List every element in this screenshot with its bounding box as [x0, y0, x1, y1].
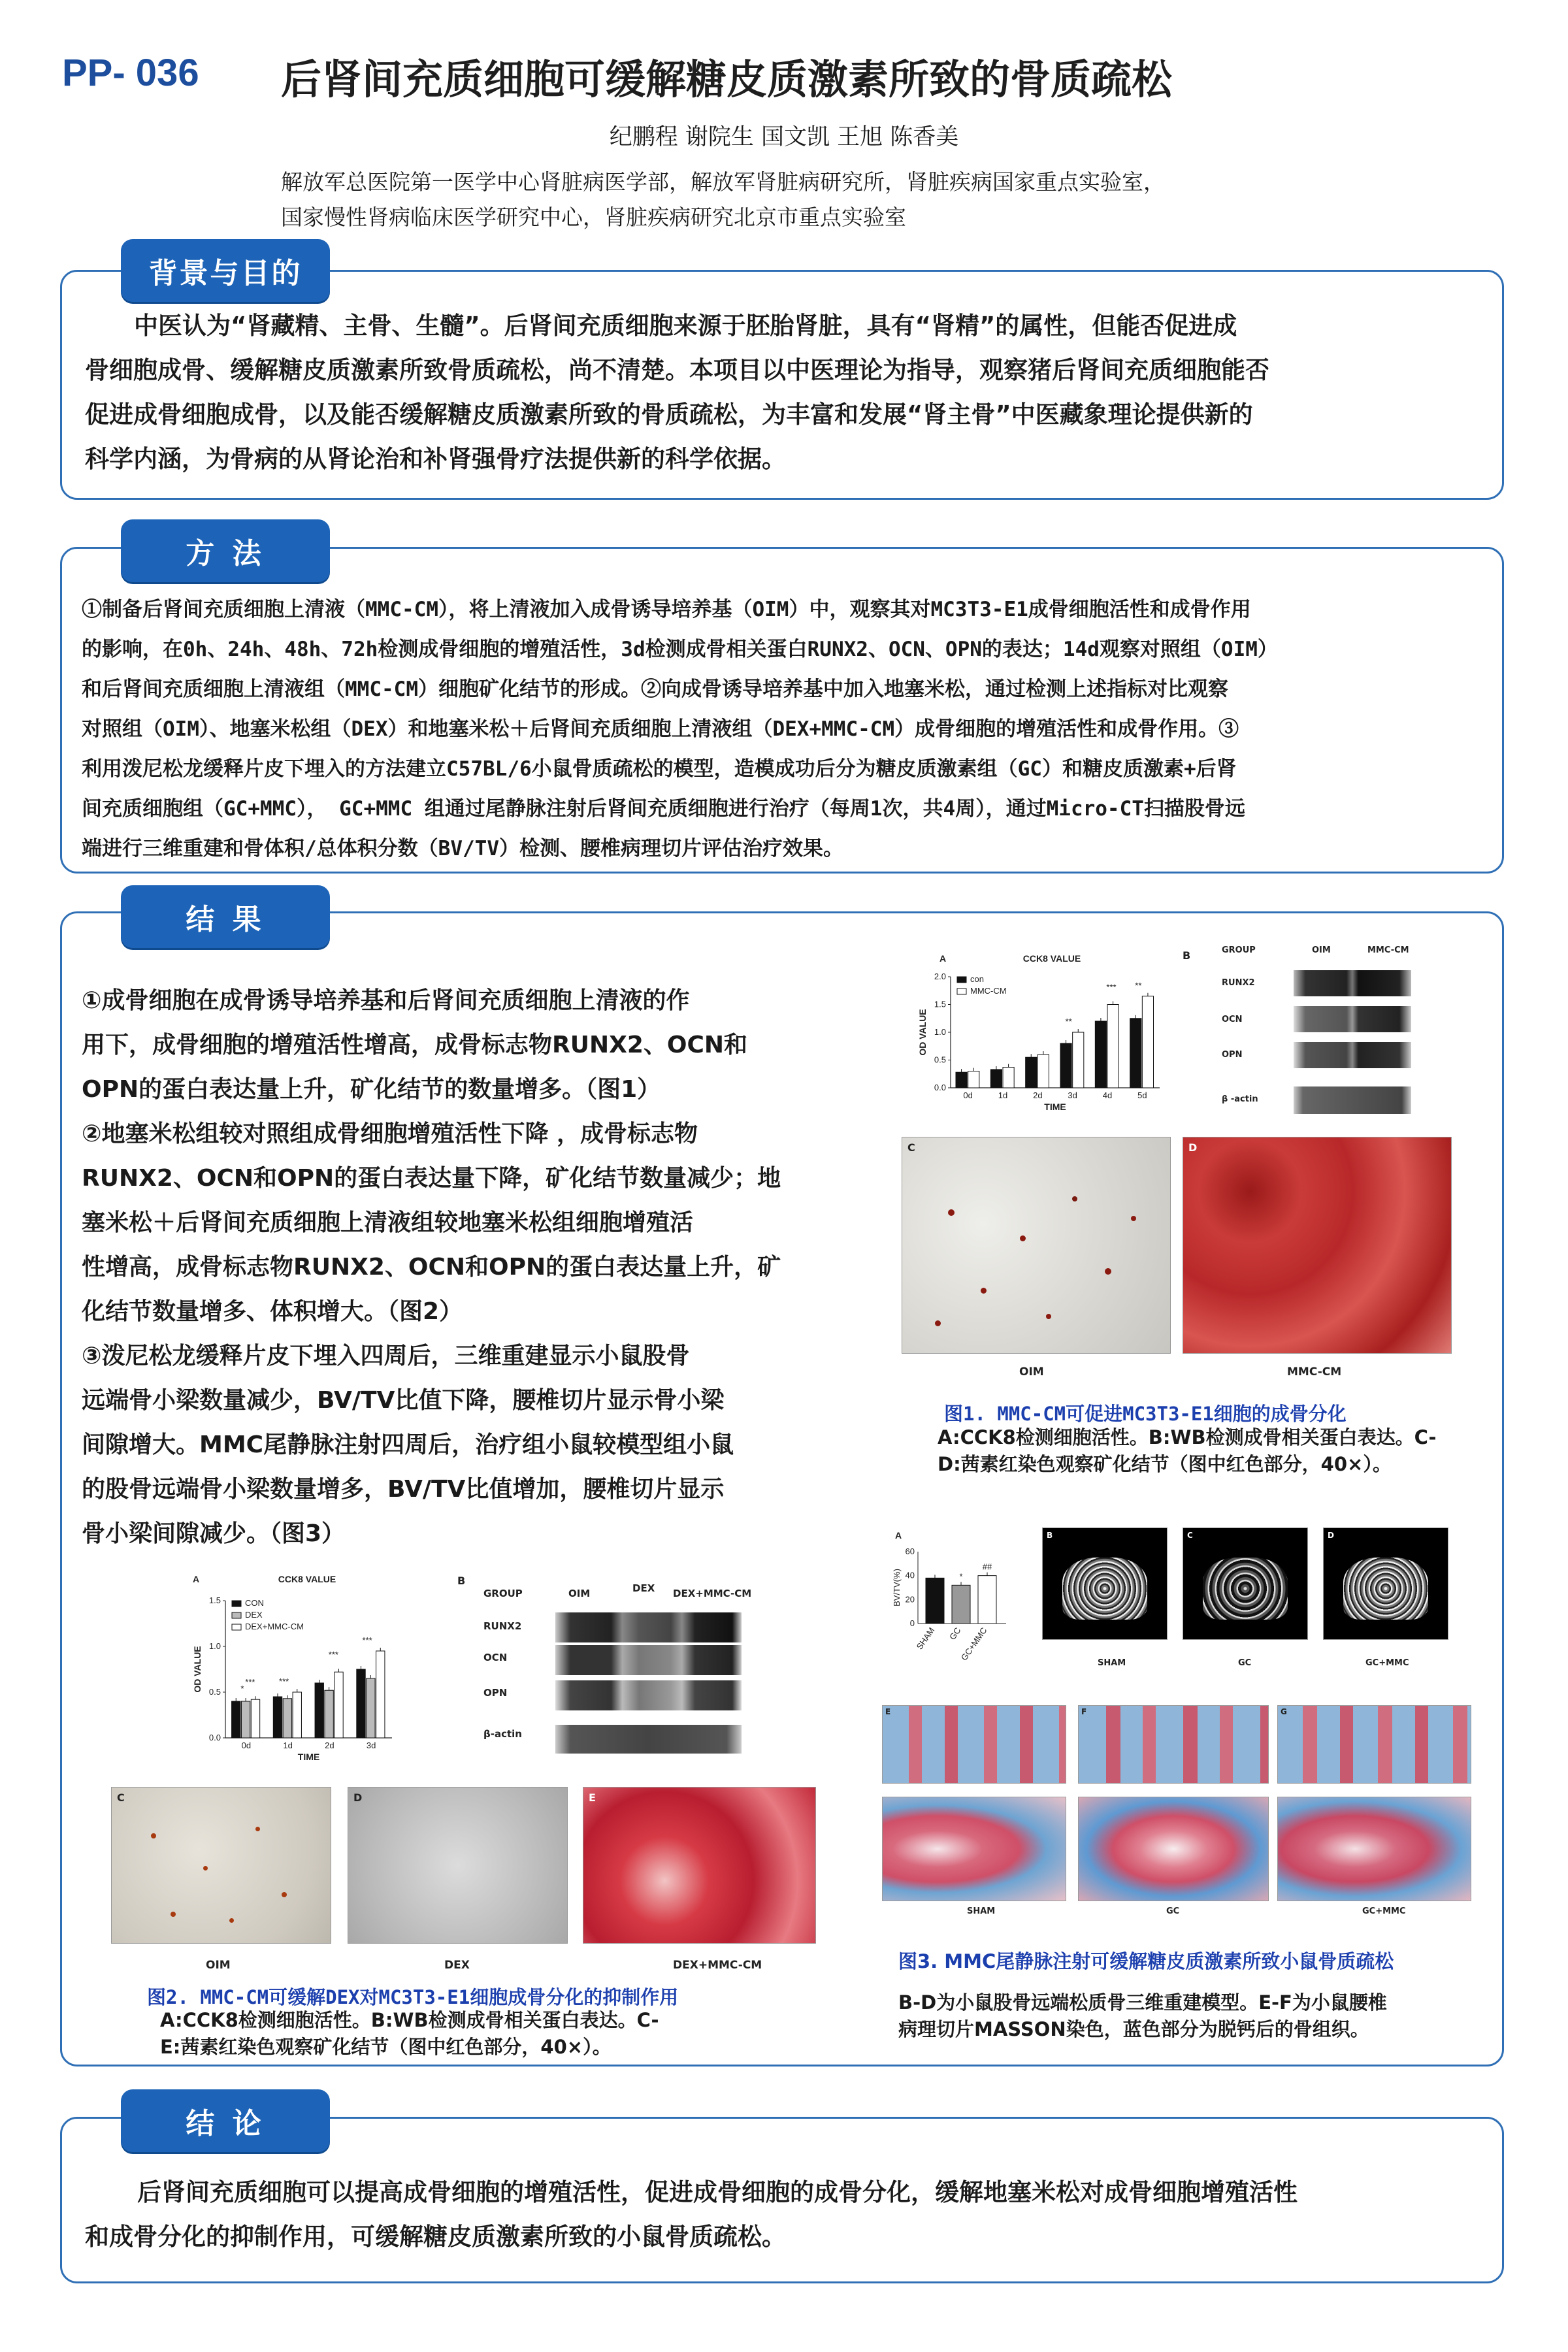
- fig3-description: [898, 1989, 1473, 2043]
- significance-label: *: [240, 1684, 244, 1694]
- significance-label: **: [1065, 1017, 1072, 1026]
- x-tick-label: 2d: [325, 1740, 335, 1750]
- bar: [1073, 1032, 1084, 1088]
- fig1-wb-band: [1294, 1086, 1411, 1114]
- fig3-desc-line: B-D为小鼠股骨远端松质骨三维重建模型。E-F为小鼠腰椎: [898, 1991, 1387, 2014]
- fig3-desc-line: 病理切片MASSON染色，蓝色部分为脱钙后的骨组织。: [898, 2018, 1369, 2040]
- background-line: 促进成骨细胞成骨，以及能否缓解糖皮质激素所致的骨质疏松，为丰富和发展“肾主骨”中医藏象理论提供新的: [85, 400, 1253, 429]
- y-tick-label: 60: [905, 1546, 915, 1556]
- fig3-caption: 图3. MMC尾静脉注射可缓解糖皮质激素所致小鼠骨质疏松: [898, 1950, 1394, 1972]
- fig2-micrograph-dexmmc: [583, 1787, 816, 1944]
- legend-swatch: [232, 1601, 241, 1607]
- fig1-wb-col-oim: OIM: [1312, 945, 1331, 955]
- fig1-chart-title: CCK8 VALUE: [1022, 953, 1081, 964]
- results-line: ③泼尼松龙缓释片皮下埋入四周后，三维重建显示小鼠股骨: [82, 1343, 690, 1369]
- fig2-wb-band: [555, 1725, 742, 1754]
- fig2-micro-label-dexmmc: DEX+MMC-CM: [673, 1959, 762, 1972]
- x-tick-label: SHAM: [914, 1625, 937, 1652]
- fig1-panel-b-label: B: [1183, 949, 1191, 962]
- fig2-description: [160, 2007, 748, 2061]
- y-axis-label: BV/TV(%): [892, 1569, 902, 1607]
- bar: [283, 1699, 291, 1738]
- results-line: OPN的蛋白表达量上升，矿化结节的数量增多。（图1）: [82, 1076, 661, 1103]
- fig2-micrograph-dex: [348, 1787, 568, 1944]
- fig3-ct-label-gcmmc: GC+MMC: [1365, 1658, 1409, 1668]
- bar: [376, 1651, 385, 1738]
- fig3-ct-label-gc: GC: [1238, 1658, 1252, 1668]
- poster-title: 后肾间充质细胞可缓解糖皮质激素所致的骨质疏松: [281, 56, 1173, 103]
- fig1-panel-a-label: A: [939, 953, 947, 964]
- fig2-micro-label-oim: OIM: [206, 1959, 231, 1972]
- results-line: 骨小梁间隙减少。（图3）: [82, 1520, 346, 1547]
- bar: [1026, 1057, 1037, 1088]
- fig2-micrograph-oim: [111, 1787, 331, 1944]
- fig2-panel-e-label: E: [589, 1791, 596, 1804]
- results-line: 化结节数量增多、体积增大。（图2）: [82, 1298, 463, 1325]
- significance-label: ***: [245, 1677, 255, 1688]
- bar: [990, 1070, 1002, 1088]
- bar: [926, 1578, 944, 1624]
- fig2-western-blot: [457, 1568, 823, 1777]
- bar: [367, 1678, 375, 1738]
- fig1-panel-c-label: C: [907, 1141, 915, 1154]
- bar: [1107, 1005, 1119, 1088]
- results-line: 的股骨远端骨小梁数量增多，BV/TV比值增加，腰椎切片显示: [82, 1476, 725, 1503]
- results-text: [82, 979, 840, 1556]
- conclusion-heading: 结 论: [121, 2089, 330, 2152]
- fig1-wb-row-ocn: OCN: [1222, 1015, 1243, 1024]
- x-tick-label: 4d: [1102, 1090, 1113, 1100]
- significance-label: **: [1135, 980, 1142, 990]
- fig2-plot-area: [192, 1595, 392, 1762]
- x-tick-label: 0d: [241, 1740, 252, 1750]
- background-line: 科学内涵，为骨病的从肾论治和补肾强骨疗法提供新的科学依据。: [85, 445, 786, 473]
- y-tick-label: 1.5: [208, 1595, 221, 1605]
- fig3-panel-g-label: G: [1281, 1707, 1287, 1716]
- fig2-cck8-chart: [111, 1568, 405, 1777]
- fig1-wb-band: [1294, 1006, 1411, 1032]
- fig3-panel-e-label: E: [885, 1707, 891, 1716]
- results-line: RUNX2、OCN和OPN的蛋白表达量下降，矿化结节数量减少；地: [82, 1165, 781, 1192]
- background-text: [85, 304, 1490, 482]
- results-line: 间隙增大。MMC尾静脉注射四周后，治疗组小鼠较模型组小鼠: [82, 1431, 734, 1458]
- legend-label: con: [970, 974, 984, 984]
- bar: [325, 1690, 333, 1738]
- results-line: 性增高，成骨标志物RUNX2、OCN和OPN的蛋白表达量上升，矿: [82, 1254, 781, 1281]
- background-line: 中医认为“肾藏精、主骨、生髓”。后肾间充质细胞来源于胚胎肾脏，具有“肾精”的属性，但能否促进成: [134, 312, 1237, 340]
- y-tick-label: 0.5: [208, 1687, 221, 1697]
- y-tick-label: 0.0: [208, 1733, 221, 1742]
- fig3-bvtv-chart: [882, 1522, 1026, 1673]
- authors: 纪鹏程 谢院生 国文凯 王旭 陈香美: [609, 124, 959, 150]
- results-line: ②地塞米松组较对照组成骨细胞增殖活性下降 ，成骨标志物: [82, 1120, 698, 1147]
- conclusion-line: 和成骨分化的抑制作用，可缓解糖皮质激素所致的小鼠骨质疏松。: [85, 2223, 786, 2251]
- figure3: [882, 1516, 1483, 1934]
- legend-label: MMC-CM: [970, 986, 1007, 996]
- fig3-panel-d-label: D: [1328, 1531, 1334, 1540]
- fig2-wb-col-dex: DEX: [632, 1582, 655, 1594]
- y-tick-label: 40: [905, 1570, 915, 1580]
- results-line: 用下，成骨细胞的增殖活性增高，成骨标志物RUNX2、OCN和: [82, 1032, 748, 1058]
- methods-heading: 方 法: [121, 519, 330, 582]
- methods-line: ①制备后肾间充质细胞上清液（MMC-CM），将上清液加入成骨诱导培养基（OIM）中，观察其对MC3T3-E1成骨细胞活性和成骨作用: [82, 598, 1251, 621]
- background-line: 骨细胞成骨、缓解糖皮质激素所致骨质疏松，尚不清楚。本项目以中医理论为指导，观察猪后肾间充质细胞能否: [85, 356, 1269, 384]
- x-tick-label: GC: [947, 1625, 963, 1642]
- fig2-wb-row-opn: OPN: [483, 1687, 508, 1699]
- fig2-panel-b-label: B: [457, 1575, 466, 1587]
- significance-label: ***: [328, 1650, 338, 1660]
- fig2-panel-a-label: A: [193, 1574, 200, 1584]
- fig1-wb-band: [1294, 970, 1411, 996]
- legend-swatch: [232, 1624, 241, 1630]
- fig1-micro-label-mmc: MMC-CM: [1287, 1365, 1342, 1379]
- fig3-histo-gc-zoom: [1078, 1797, 1269, 1901]
- fig3-ct-gcmmc: [1323, 1527, 1448, 1640]
- bar: [251, 1699, 259, 1738]
- fig2-caption: 图2. MMC-CM可缓解DEX对MC3T3-E1细胞成骨分化的抑制作用: [147, 1986, 679, 2008]
- significance-label: ***: [279, 1676, 289, 1686]
- fig1-panel-d-label: D: [1188, 1141, 1198, 1154]
- bar: [273, 1697, 282, 1738]
- fig2-wb-col-dexmmc: DEX+MMC-CM: [673, 1588, 752, 1599]
- methods-line: 的影响，在0h、24h、48h、72h检测成骨细胞的增殖活性，3d检测成骨相关蛋白RUNX2、OCN、OPN的表达；14d观察对照组（OIM）: [82, 638, 1278, 661]
- affiliation-line-1: 解放军总医院第一医学中心肾脏病医学部，解放军肾脏病研究所，肾脏疾病国家重点实验室，: [281, 169, 1165, 195]
- fig2-micro-label-dex: DEX: [444, 1959, 470, 1972]
- fig1-desc-line: D:茜素红染色观察矿化结节（图中红色部分，40×）。: [938, 1453, 1392, 1475]
- fig2-panel-d-label: D: [353, 1791, 363, 1804]
- methods-line: 间充质细胞组（GC+MMC）， GC+MMC 组通过尾静脉注射后肾间充质细胞进行治疗（每周1次，共4周），通过Micro-CT扫描股骨远: [82, 797, 1245, 821]
- fig2-wb-band: [555, 1645, 742, 1675]
- methods-line: 端进行三维重建和骨体积/总体积分数（BV/TV）检测、腰椎病理切片评估治疗效果。: [82, 837, 843, 860]
- fig1-wb-row-runx2: RUNX2: [1222, 978, 1255, 988]
- bar: [335, 1672, 343, 1738]
- fig1-wb-group-label: GROUP: [1222, 945, 1256, 955]
- x-tick-label: GC+MMC: [958, 1625, 989, 1663]
- fig3-panel-a-label: A: [895, 1530, 902, 1541]
- x-axis-label: TIME: [297, 1752, 320, 1762]
- y-axis-label: OD VALUE: [192, 1646, 203, 1693]
- fig2-wb-band: [555, 1680, 742, 1710]
- fig1-western-blot: [1183, 938, 1463, 1127]
- bar: [978, 1576, 996, 1624]
- fig2-desc-line: E:茜素红染色观察矿化结节（图中红色部分，40×）。: [160, 2036, 612, 2058]
- fig1-plot-area: [917, 972, 1160, 1112]
- fig1-wb-row-opn: OPN: [1222, 1050, 1243, 1060]
- fig1-caption: 图1. MMC-CM可促进MC3T3-E1细胞的成骨分化: [944, 1403, 1347, 1425]
- fig3-histo-label-gc: GC: [1166, 1906, 1180, 1916]
- methods-text: [82, 590, 1493, 869]
- bar: [1130, 1019, 1141, 1088]
- y-tick-label: 1.5: [934, 999, 946, 1009]
- bar: [315, 1683, 323, 1738]
- bar: [1037, 1054, 1049, 1088]
- fig3-panel-b-label: B: [1047, 1531, 1053, 1540]
- bar: [1142, 996, 1153, 1088]
- bar: [956, 1072, 967, 1088]
- x-tick-label: 2d: [1033, 1090, 1043, 1100]
- background-heading: 背景与目的: [121, 239, 330, 302]
- fig2-panel-c-label: C: [117, 1791, 125, 1804]
- results-heading: 结 果: [121, 885, 330, 948]
- fig2-chart-title: CCK8 VALUE: [278, 1574, 336, 1584]
- methods-line: 利用泼尼松龙缓释片皮下埋入的方法建立C57BL/6小鼠骨质疏松的模型，造模成功后分为糖皮质激素组（GC）和糖皮质激素+后肾: [82, 757, 1237, 781]
- affiliation: [281, 165, 1165, 235]
- y-tick-label: 1.0: [934, 1027, 946, 1037]
- x-tick-label: 0d: [963, 1090, 973, 1100]
- fig2-wb-col-oim: OIM: [568, 1588, 591, 1599]
- bar: [1003, 1068, 1014, 1088]
- fig1-wb-row-actin: β -actin: [1222, 1094, 1258, 1104]
- fig3-histo-gcmmc-overview: [1277, 1705, 1471, 1784]
- bar: [1095, 1021, 1106, 1088]
- fig3-panel-c-label: C: [1187, 1531, 1193, 1540]
- legend-swatch: [232, 1612, 241, 1618]
- y-tick-label: 2.0: [934, 972, 946, 981]
- x-tick-label: 1d: [283, 1740, 293, 1750]
- methods-line: 和后肾间充质细胞上清液组（MMC-CM）细胞矿化结节的形成。②向成骨诱导培养基中加入地塞米松，通过检测上述指标对比观察: [82, 678, 1228, 701]
- fig3-ct-label-sham: SHAM: [1098, 1658, 1126, 1668]
- y-tick-label: 20: [905, 1594, 915, 1605]
- results-line: ①成骨细胞在成骨诱导培养基和后肾间充质细胞上清液的作: [82, 987, 690, 1014]
- figure2: [111, 1568, 830, 1986]
- fig2-wb-group-label: GROUP: [483, 1588, 523, 1599]
- fig1-cck8-chart: [902, 928, 1176, 1124]
- results-line: 远端骨小梁数量减少，BV/TV比值下降，腰椎切片显示骨小梁: [82, 1387, 725, 1414]
- bar: [968, 1071, 979, 1088]
- y-axis-label: OD VALUE: [917, 1009, 928, 1056]
- legend-label: DEX+MMC-CM: [245, 1622, 304, 1631]
- legend-label: CON: [245, 1598, 264, 1608]
- fig3-plot-area: [892, 1546, 1006, 1662]
- significance-label: ##: [982, 1561, 992, 1572]
- fig3-histo-label-sham: SHAM: [967, 1906, 996, 1916]
- fig3-ct-gc: [1183, 1527, 1308, 1640]
- fig1-micrograph-mmc: [1183, 1137, 1452, 1354]
- conclusion-text: [85, 2170, 1490, 2259]
- fig2-wb-row-actin: β-actin: [483, 1728, 522, 1740]
- methods-line: 对照组（OIM）、地塞米松组（DEX）和地塞米松＋后肾间充质细胞上清液组（DEX+MMC-CM）成骨细胞的增殖活性和成骨作用。③: [82, 717, 1239, 741]
- fig1-wb-col-mmc: MMC-CM: [1367, 945, 1409, 955]
- legend-label: DEX: [245, 1610, 263, 1620]
- x-axis-label: TIME: [1044, 1102, 1066, 1112]
- fig3-histo-sham-zoom: [882, 1797, 1066, 1901]
- fig1-desc-line: A:CCK8检测细胞活性。B:WB检测成骨相关蛋白表达。C-: [938, 1426, 1437, 1448]
- fig2-wb-row-runx2: RUNX2: [483, 1620, 522, 1632]
- fig3-histo-gcmmc-zoom: [1277, 1797, 1471, 1901]
- fig1-description: [938, 1424, 1473, 1478]
- bar: [952, 1585, 970, 1624]
- legend-swatch: [957, 988, 966, 994]
- fig3-ct-sham: [1042, 1527, 1168, 1640]
- bar: [241, 1701, 250, 1738]
- results-line: 塞米松＋后肾间充质细胞上清液组较地塞米松组细胞增殖活: [82, 1209, 694, 1236]
- fig2-desc-line: A:CCK8检测细胞活性。B:WB检测成骨相关蛋白表达。C-: [160, 2009, 659, 2031]
- fig3-histo-label-gcmmc: GC+MMC: [1362, 1906, 1406, 1916]
- legend-swatch: [957, 977, 966, 983]
- fig1-micrograph-oim: [902, 1137, 1171, 1354]
- fig3-histo-sham-overview: [882, 1705, 1066, 1784]
- x-tick-label: 1d: [998, 1090, 1008, 1100]
- x-tick-label: 3d: [366, 1740, 376, 1750]
- fig1-wb-band: [1294, 1042, 1411, 1068]
- fig3-histo-gc-overview: [1078, 1705, 1269, 1784]
- conclusion-line: 后肾间充质细胞可以提高成骨细胞的增殖活性，促进成骨细胞的成骨分化，缓解地塞米松对成骨细胞增殖活性: [137, 2178, 1298, 2206]
- fig1-micro-label-oim: OIM: [1019, 1365, 1044, 1379]
- fig2-wb-row-ocn: OCN: [483, 1652, 508, 1663]
- y-tick-label: 0.0: [934, 1083, 946, 1092]
- bar: [293, 1692, 301, 1738]
- significance-label: ***: [1106, 982, 1117, 992]
- poster-id: PP- 036: [62, 52, 199, 94]
- y-tick-label: 1.0: [208, 1641, 221, 1651]
- y-tick-label: 0: [909, 1618, 915, 1628]
- affiliation-line-2: 国家慢性肾病临床医学研究中心，肾脏疾病研究北京市重点实验室: [281, 204, 906, 230]
- y-tick-label: 0.5: [934, 1054, 946, 1065]
- significance-label: *: [959, 1571, 963, 1582]
- fig2-wb-band: [555, 1612, 742, 1642]
- x-tick-label: 5d: [1137, 1090, 1147, 1100]
- bar: [232, 1701, 240, 1738]
- fig3-panel-f-label: F: [1081, 1707, 1087, 1716]
- x-tick-label: 3d: [1068, 1090, 1077, 1100]
- bar: [1060, 1043, 1071, 1088]
- significance-label: ***: [362, 1635, 372, 1645]
- bar: [357, 1669, 365, 1738]
